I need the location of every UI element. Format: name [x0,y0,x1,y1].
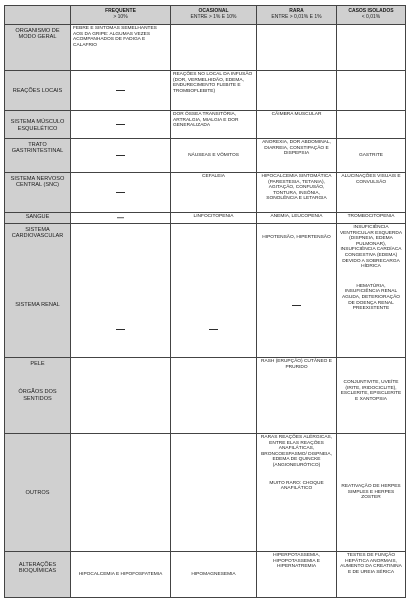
occasional-cell [171,25,257,71]
table-row [5,224,406,358]
adverse-reactions-table [4,5,406,598]
frequent-cell [71,358,171,434]
isolated-text-cardiac: INSUFICIÊNCIA VENTRICULAR ESQUERDA (DISPNEIA, EDEMA PULMONAR), INSUFICIÊNCIA CARDÍACA CONGESTIVA (EDEMA) DEVIDO A SOBRECARGA HÍDRICA [339,225,403,270]
table-row [5,111,406,139]
isolated-cell [337,224,406,358]
table-row [5,139,406,173]
category-cell: ORGANISMO DE MODO GERAL [5,25,71,71]
table-row [5,552,406,598]
rare-dash: — [292,299,301,310]
table-row [5,173,406,213]
category-cell [5,358,71,434]
category-cell: SISTEMA NERVOSO CENTRAL (SNC) [5,173,71,213]
header-blank [5,6,71,25]
rare-cell [257,25,337,71]
rare-cell: HIPOCALCEMIA SINTOMÁTICA (PARESTESIA, TETANIA), AGITAÇÃO, CONFUSÃO, TONTURA, INSÔNIA, SONOLÊNCIA E LETARGIA [257,173,337,213]
category-cell: SANGUE [5,213,71,224]
category-cell: ALTERAÇÕES BIOQUÍMICAS [5,552,71,598]
table-row [5,71,406,111]
occasional-cell: CEFALEIA [171,173,257,213]
frequent-cell: HIPOCALCEMIA E HIPOFOSFATEMIA [71,552,171,598]
rare-text: HIPOTENSÃO, HIPERTENSÃO [262,235,331,240]
occasional-cell: DOR ÓSSEA TRANSITÓRIA, ARTRALGIA, MIALGIA E DOR GENERALIZADA [171,111,257,139]
frequent-cell: FEBRE E SINTOMAS SEMELHANTES AOS DA GRIPE: ALGUMAS VEZES ACOMPANHADOS DE FADIGA E CALAFRIO [71,25,171,71]
frequent-cell [71,434,171,552]
category-label-skin: PELE [30,361,45,367]
occasional-cell: NÁUSEAS E VÔMITOS [171,139,257,173]
adverse-reactions-table-frame [4,5,405,597]
rare-cell: ANEMIA, LEUCOPENIA [257,213,337,224]
isolated-cell [337,111,406,139]
isolated-cell: GASTRITE [337,139,406,173]
frequent-cell: — [71,71,171,111]
category-label-renal: SISTEMA RENAL [15,301,60,308]
category-cell: TRATO GASTRINTESTINAL [5,139,71,173]
frequent-dash: — [116,324,125,334]
rare-cell [257,71,337,111]
table-row [5,434,406,552]
isolated-cell: REATIVAÇÃO DE HERPES SIMPLES E HERPES ZOSTER [337,434,406,552]
category-cell: REAÇÕES LOCAIS [5,71,71,111]
header-isolated: CASOS ISOLADOS < 0,01% [337,6,406,25]
occasional-cell [171,358,257,434]
rare-cell: HIPERPOTASSEMIA, HIPOPOTASSEMIA E HIPERNATREMIA [257,552,337,598]
isolated-text-renal: HEMATÚRIA, INSUFICIÊNCIA RENAL AGUDA, DETERIORAÇÃO DE DOENÇA RENAL PREEXISTENTE [341,283,401,312]
category-label-cardiovascular: SISTEMA CARDIOVASCULAR [11,227,64,240]
isolated-cell [337,71,406,111]
frequent-cell: — [71,111,171,139]
occasional-cell: REAÇÕES NO LOCAL DA INFUSÃO (DOR, VERMELHIDÃO, EDEMA, ENDURECIMENTO FLEBITE E TROMBOFLEBITE) [171,71,257,111]
rare-cell: CÃIMBRA MUSCULAR [257,111,337,139]
rare-text-anaphylactic: MUITO RARO: CHOQUE ANAFILÁTICO [269,480,324,492]
rare-cell [257,224,337,358]
header-occasional: OCASIONAL ENTRE > 1% E 10% [171,6,257,25]
occasional-dash: — [209,324,218,334]
table-row [5,358,406,434]
isolated-cell [337,25,406,71]
rare-text-allergic: RARAS REAÇÕES ALÉRGICAS, ENTRE ELAS REAÇÕES ANAFILÁTICAS, BRONCOESPASMO/ DISPNEIA, EDEMA DE QUINCKE (ANGIONEURÓTICO) [260,435,333,468]
category-cell: SISTEMA MÚSCULO ESQUELÉTICO [5,111,71,139]
isolated-cell: ALUCINAÇÕES VISUAIS E CONVULSÃO [337,173,406,213]
rare-cell: RASH (ERUPÇÃO) CUTÂNEO E PRURIDO [257,358,337,434]
occasional-cell: HIPOMAGNESEMIA [171,552,257,598]
occasional-cell [171,434,257,552]
header-frequent: FREQUENTE > 10% [71,6,171,25]
table-row [5,25,406,71]
isolated-cell: TROMBOCITOPENIA [337,213,406,224]
occasional-cell [171,224,257,358]
isolated-cell: TESTES DE FUNÇÃO HEPÁTICA ANORMAIS, AUMENTO DA CREATININA E DE UREIA SÉRICA [337,552,406,598]
category-label-sense-organs: ÓRGÃOS DOS SENTIDOS [18,389,57,402]
frequent-cell: — [71,173,171,213]
rare-cell [257,434,337,552]
frequent-cell: — [71,213,171,224]
rare-cell: ANOREXIA, DOR ABDOMINAL, DIARREIA, CONSTIPAÇÃO E DISPEPSIA [257,139,337,173]
frequent-cell [71,224,171,358]
frequent-cell: — [71,139,171,173]
isolated-cell: CONJUNTIVITE, UVEÍTE (IRITE, IRIDOCICLITE), ESCLERITE, EPISCLERITE E XANTOPSIA [337,358,406,434]
category-cell [5,224,71,358]
header-row [5,6,406,25]
header-rare: RARA ENTRE > 0,01% E 1% [257,6,337,25]
category-cell: OUTROS [5,434,71,552]
occasional-cell: LINFOCITOPENIA [171,213,257,224]
table-row [5,213,406,224]
